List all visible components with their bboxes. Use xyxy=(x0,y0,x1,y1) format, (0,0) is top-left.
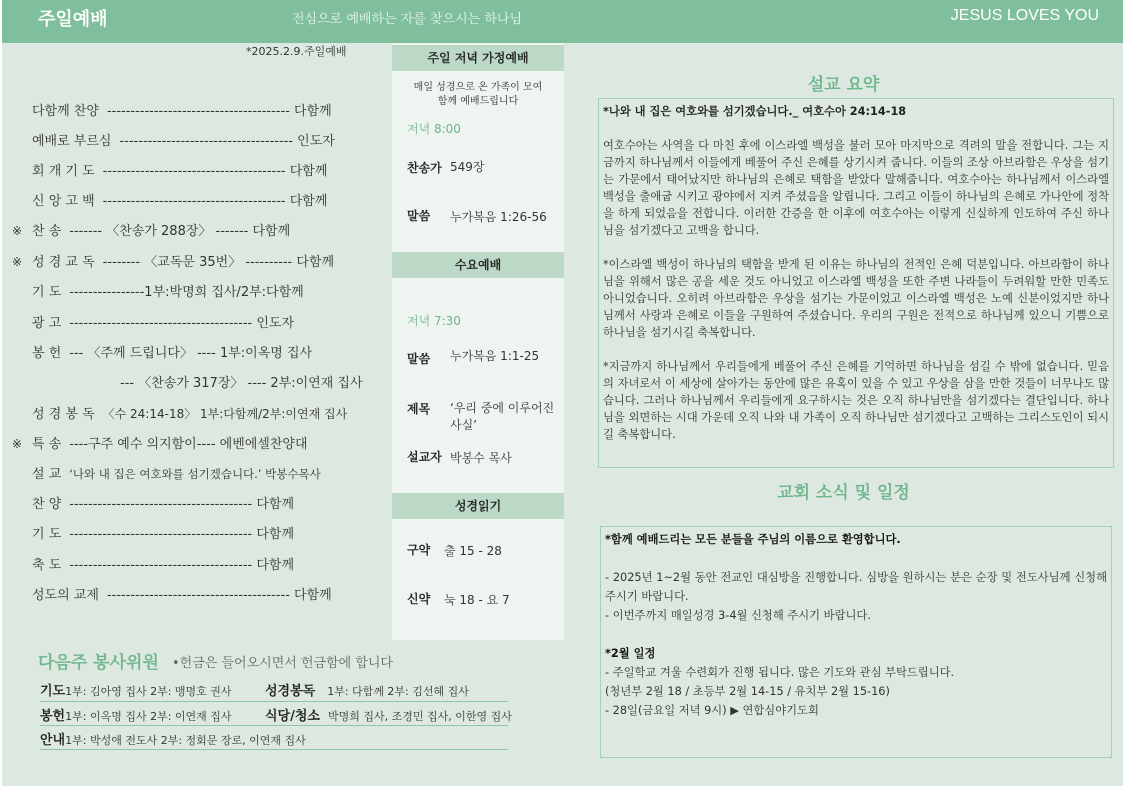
order-name: 회 개 기 도 xyxy=(32,164,95,179)
hymn-label: 찬송가 xyxy=(407,161,442,175)
server-row xyxy=(265,680,469,699)
order-name: 특 송 xyxy=(32,437,62,452)
hymn-number: 549장 xyxy=(450,160,485,174)
header-title: 주일예배 xyxy=(38,9,108,30)
order-desc: --------------------------------------- 다함께 xyxy=(106,104,332,119)
preacher-name: 박봉수 목사 xyxy=(450,451,512,465)
header-motto: JESUS LOVES YOU xyxy=(950,7,1099,24)
news-line: *함께 예배드리는 모든 분들을 주님의 이름으로 환영합니다. xyxy=(605,533,901,546)
divider xyxy=(40,725,508,726)
summary-title: *나와 내 집은 여호와를 섬기겠습니다._ 여호수아 24:14-18 xyxy=(603,105,907,118)
order-name: 찬 송 xyxy=(32,224,62,239)
order-desc: --------------------------------------- 다함께 xyxy=(69,527,295,542)
order-desc: ----------------1부:박명희 집사/2부:다함께 xyxy=(69,285,304,300)
order-row xyxy=(12,130,335,149)
order-row xyxy=(12,220,290,239)
evening-time: 저녁 8:00 xyxy=(407,122,461,136)
nt-reading: 눅 18 - 요 7 xyxy=(444,593,510,607)
news-line: - 이번주까지 매일성경 3-4월 신청해 주시기 바랍니다. xyxy=(605,609,871,622)
server-names: 1부: 박성애 전도사 2부: 정회문 장로, 이연재 집사 xyxy=(65,734,306,747)
ot-reading: 출 15 - 28 xyxy=(444,544,502,558)
order-name: 설 교 xyxy=(32,467,62,482)
order-row xyxy=(12,160,327,179)
title-label: 제목 xyxy=(407,402,431,416)
order-row xyxy=(12,433,308,452)
news-line: (청년부 2월 18 / 초등부 2월 14-15 / 유치부 2월 15-16) xyxy=(605,685,890,698)
order-desc: --------------------------------------- 다함께 xyxy=(69,558,295,573)
sermon-title: ‘우리 중에 이루어진 xyxy=(450,401,555,415)
church-news-box xyxy=(600,526,1112,758)
order-mark: ※ xyxy=(12,224,23,238)
server-names: 1부: 김아영 집사 2부: 맹명호 권사 xyxy=(65,685,232,698)
order-name: 봉 헌 xyxy=(32,346,62,361)
church-news-heading: 교회 소식 및 일정 xyxy=(777,483,910,503)
order-desc: --- 〈주께 드립니다〉 ---- 1부:이옥명 집사 xyxy=(69,346,313,361)
sermon-summary-heading: 설교 요약 xyxy=(807,75,880,95)
server-row xyxy=(40,680,232,699)
order-row xyxy=(12,554,294,573)
wednesday-scripture: 누가복음 1:1-25 xyxy=(450,349,540,363)
word-label: 말씀 xyxy=(407,209,431,223)
order-row xyxy=(12,463,321,482)
summary-paragraph: *이스라엘 백성이 하나님의 택함을 받게 된 이유는 하나님의 전적인 은혜 덕분입니다. 아브라함이 하나님을 위해서 많은 공을 세운 것도 아니었고 이스라엘 백성을 또한 주변 나라들이 두려워할 만한 민족도 아니었습니다. 오히려 아브라함은 우상을 섬기는 가문이었고 이스라엘 백성은 노예 신분이었지만 하나님께서 사랑과 은혜로 이들을 구원하여 주셨습니다. 우리의 구원은 전적으로 하나님께 있으니 기쁨으로 하나님을 섬기시길 축복합니다. xyxy=(603,258,1109,339)
news-line: - 2025년 1~2월 동안 전교인 대심방을 진행합니다. 심방을 원하시는 분은 순장 및 전도사님께 신청해 주시기 바랍니다. xyxy=(605,571,1107,603)
order-desc: --------------------------------------- 다함께 xyxy=(106,588,332,603)
evening-scripture: 누가복음 1:26-56 xyxy=(450,210,547,224)
order-desc: --------------------------------------- 다함께 xyxy=(69,497,295,512)
server-role: 기도 xyxy=(40,684,66,699)
evening-service-heading: 주일 저녁 가정예배 xyxy=(392,45,564,71)
news-line: - 28일(금요일 저녁 9시) ▶ 연합심야기도회 xyxy=(605,704,819,717)
order-desc: --- 〈찬송가 317장〉 ---- 2부:이연재 집사 xyxy=(120,376,363,391)
divider xyxy=(40,701,508,702)
order-name: 찬 양 xyxy=(32,497,62,512)
order-row xyxy=(12,523,294,542)
order-row xyxy=(12,251,334,270)
order-name: 신 앙 고 백 xyxy=(32,194,95,209)
sermon-title: 사실’ xyxy=(450,418,477,432)
server-role: 성경봉독 xyxy=(265,684,316,699)
news-line: *2월 일정 xyxy=(605,647,656,660)
order-row xyxy=(12,100,332,119)
order-desc: ------------------------------------- 인도자 xyxy=(119,134,335,149)
order-name: 성 경 봉 독 xyxy=(32,407,95,422)
order-row xyxy=(120,372,363,391)
order-desc: ----구주 예수 의지함이---- 에벤에셀찬양대 xyxy=(69,437,308,452)
order-name: 성도의 교제 xyxy=(32,588,99,603)
wednesday-time: 저녁 7:30 xyxy=(407,314,461,328)
server-row xyxy=(40,705,232,724)
server-row xyxy=(40,729,306,748)
server-names: 1부: 다함께 2부: 김선혜 집사 xyxy=(327,685,469,698)
offering-note: •헌금은 들어오시면서 헌금함에 합니다 xyxy=(172,656,393,671)
bible-reading-heading: 성경읽기 xyxy=(392,493,564,519)
preacher-label: 설교자 xyxy=(407,450,442,464)
server-names: 박명희 집사, 조경민 집사, 이한영 집사 xyxy=(327,710,512,723)
word-label: 말씀 xyxy=(407,352,431,366)
sermon-summary-box xyxy=(598,98,1114,468)
order-name: 기 도 xyxy=(32,285,62,300)
order-row xyxy=(12,312,294,331)
order-desc: --------------------------------------- 다함께 xyxy=(102,164,328,179)
server-role: 안내 xyxy=(40,733,66,748)
order-name: 기 도 xyxy=(32,527,62,542)
ot-label: 구약 xyxy=(407,543,431,557)
header-bar xyxy=(2,0,1123,43)
order-desc: ‘나와 내 집은 여호와를 섬기겠습니다.’ 박봉수목사 xyxy=(69,467,321,481)
summary-paragraph: *지금까지 하나님께서 우리들에게 베풀어 주신 은혜를 기억하면 하나님을 섬길 수 밖에 없습니다. 믿음의 자녀로서 이 세상에 살아가는 동안에 많은 유혹이 있을 수 있고 우상을 삼을 만한 것들이 너무나도 많습니다. 그러나 하나님께서 우리들에게 요구하시는 것은 오직 하나님만을 섬기겠다는 결단입니다. 하나님을 외면하는 시대 가운데 오직 나와 내 가족이 오직 하나님만 섬기겠다고 고백하는 그리스도인이 되시길 축복합니다. xyxy=(603,360,1109,441)
order-name: 성 경 교 독 xyxy=(32,255,95,270)
summary-paragraph: 여호수아는 사역을 다 마친 후에 이스라엘 백성을 불러 모아 마지막으로 격려의 말을 전합니다. 그는 지금까지 하나님께서 이들에게 베풀어 주신 은혜를 상기시켜 줍니다. 이들의 조상 아브라함은 우상을 섬기는 가문에서 태어났지만 하나님의 은혜로 택함을 받았다 말해줍니다. 여호수아는 하나님께서 이스라엘 백성을 출애굽 시키고 광야에서 지켜 주셨음을 알립니다. 그리고 이들이 하나님의 은혜로 가나안에 정착을 하게 되었음을 전합니다. 이러한 간증을 한 이후에 여호수아는 이렇게 신실하게 인도하여 주신 하나님을 섬기겠다고 고백을 합니다. xyxy=(603,139,1109,237)
order-row xyxy=(12,281,304,300)
order-desc: --------------------------------------- 인도자 xyxy=(69,316,295,331)
order-row xyxy=(12,493,294,512)
order-row xyxy=(12,584,332,603)
order-desc: -------- 〈교독문 35번〉 ---------- 다함께 xyxy=(102,255,335,270)
order-row xyxy=(12,403,347,422)
news-line: - 주일학교 겨울 수련회가 진행 됩니다. 많은 기도와 관심 부탁드립니다. xyxy=(605,666,955,679)
order-mark: ※ xyxy=(12,437,23,451)
order-name: 다함께 찬양 xyxy=(32,104,99,119)
evening-note: 매일 성경으로 온 가족이 모여 xyxy=(413,82,543,93)
order-desc: 〈수 24:14-18〉 1부:다함께/2부:이연재 집사 xyxy=(102,407,348,421)
evening-note: 함께 예배드립니다 xyxy=(437,96,519,107)
server-row xyxy=(265,705,512,724)
service-date: *2025.2.9.주일예배 xyxy=(246,45,347,58)
server-role: 식당/청소 xyxy=(265,709,320,724)
order-desc: ------- 〈찬송가 288장〉 ------- 다함께 xyxy=(69,224,291,239)
order-row xyxy=(12,342,312,361)
order-mark: ※ xyxy=(12,255,23,269)
order-name: 광 고 xyxy=(32,316,62,331)
divider xyxy=(40,749,508,750)
order-desc: --------------------------------------- 다함께 xyxy=(102,194,328,209)
order-row xyxy=(12,190,327,209)
header-subtitle: 전심으로 예배하는 자를 찾으시는 하나님 xyxy=(292,12,523,27)
nt-label: 신약 xyxy=(407,592,431,606)
next-week-servers-heading: 다음주 봉사위원 xyxy=(38,653,159,673)
order-name: 예배로 부르심 xyxy=(32,134,112,149)
server-names: 1부: 이옥명 집사 2부: 이연재 집사 xyxy=(65,710,232,723)
order-name: 축 도 xyxy=(32,558,62,573)
wednesday-service-heading: 수요예배 xyxy=(392,252,564,278)
server-role: 봉헌 xyxy=(40,709,66,724)
